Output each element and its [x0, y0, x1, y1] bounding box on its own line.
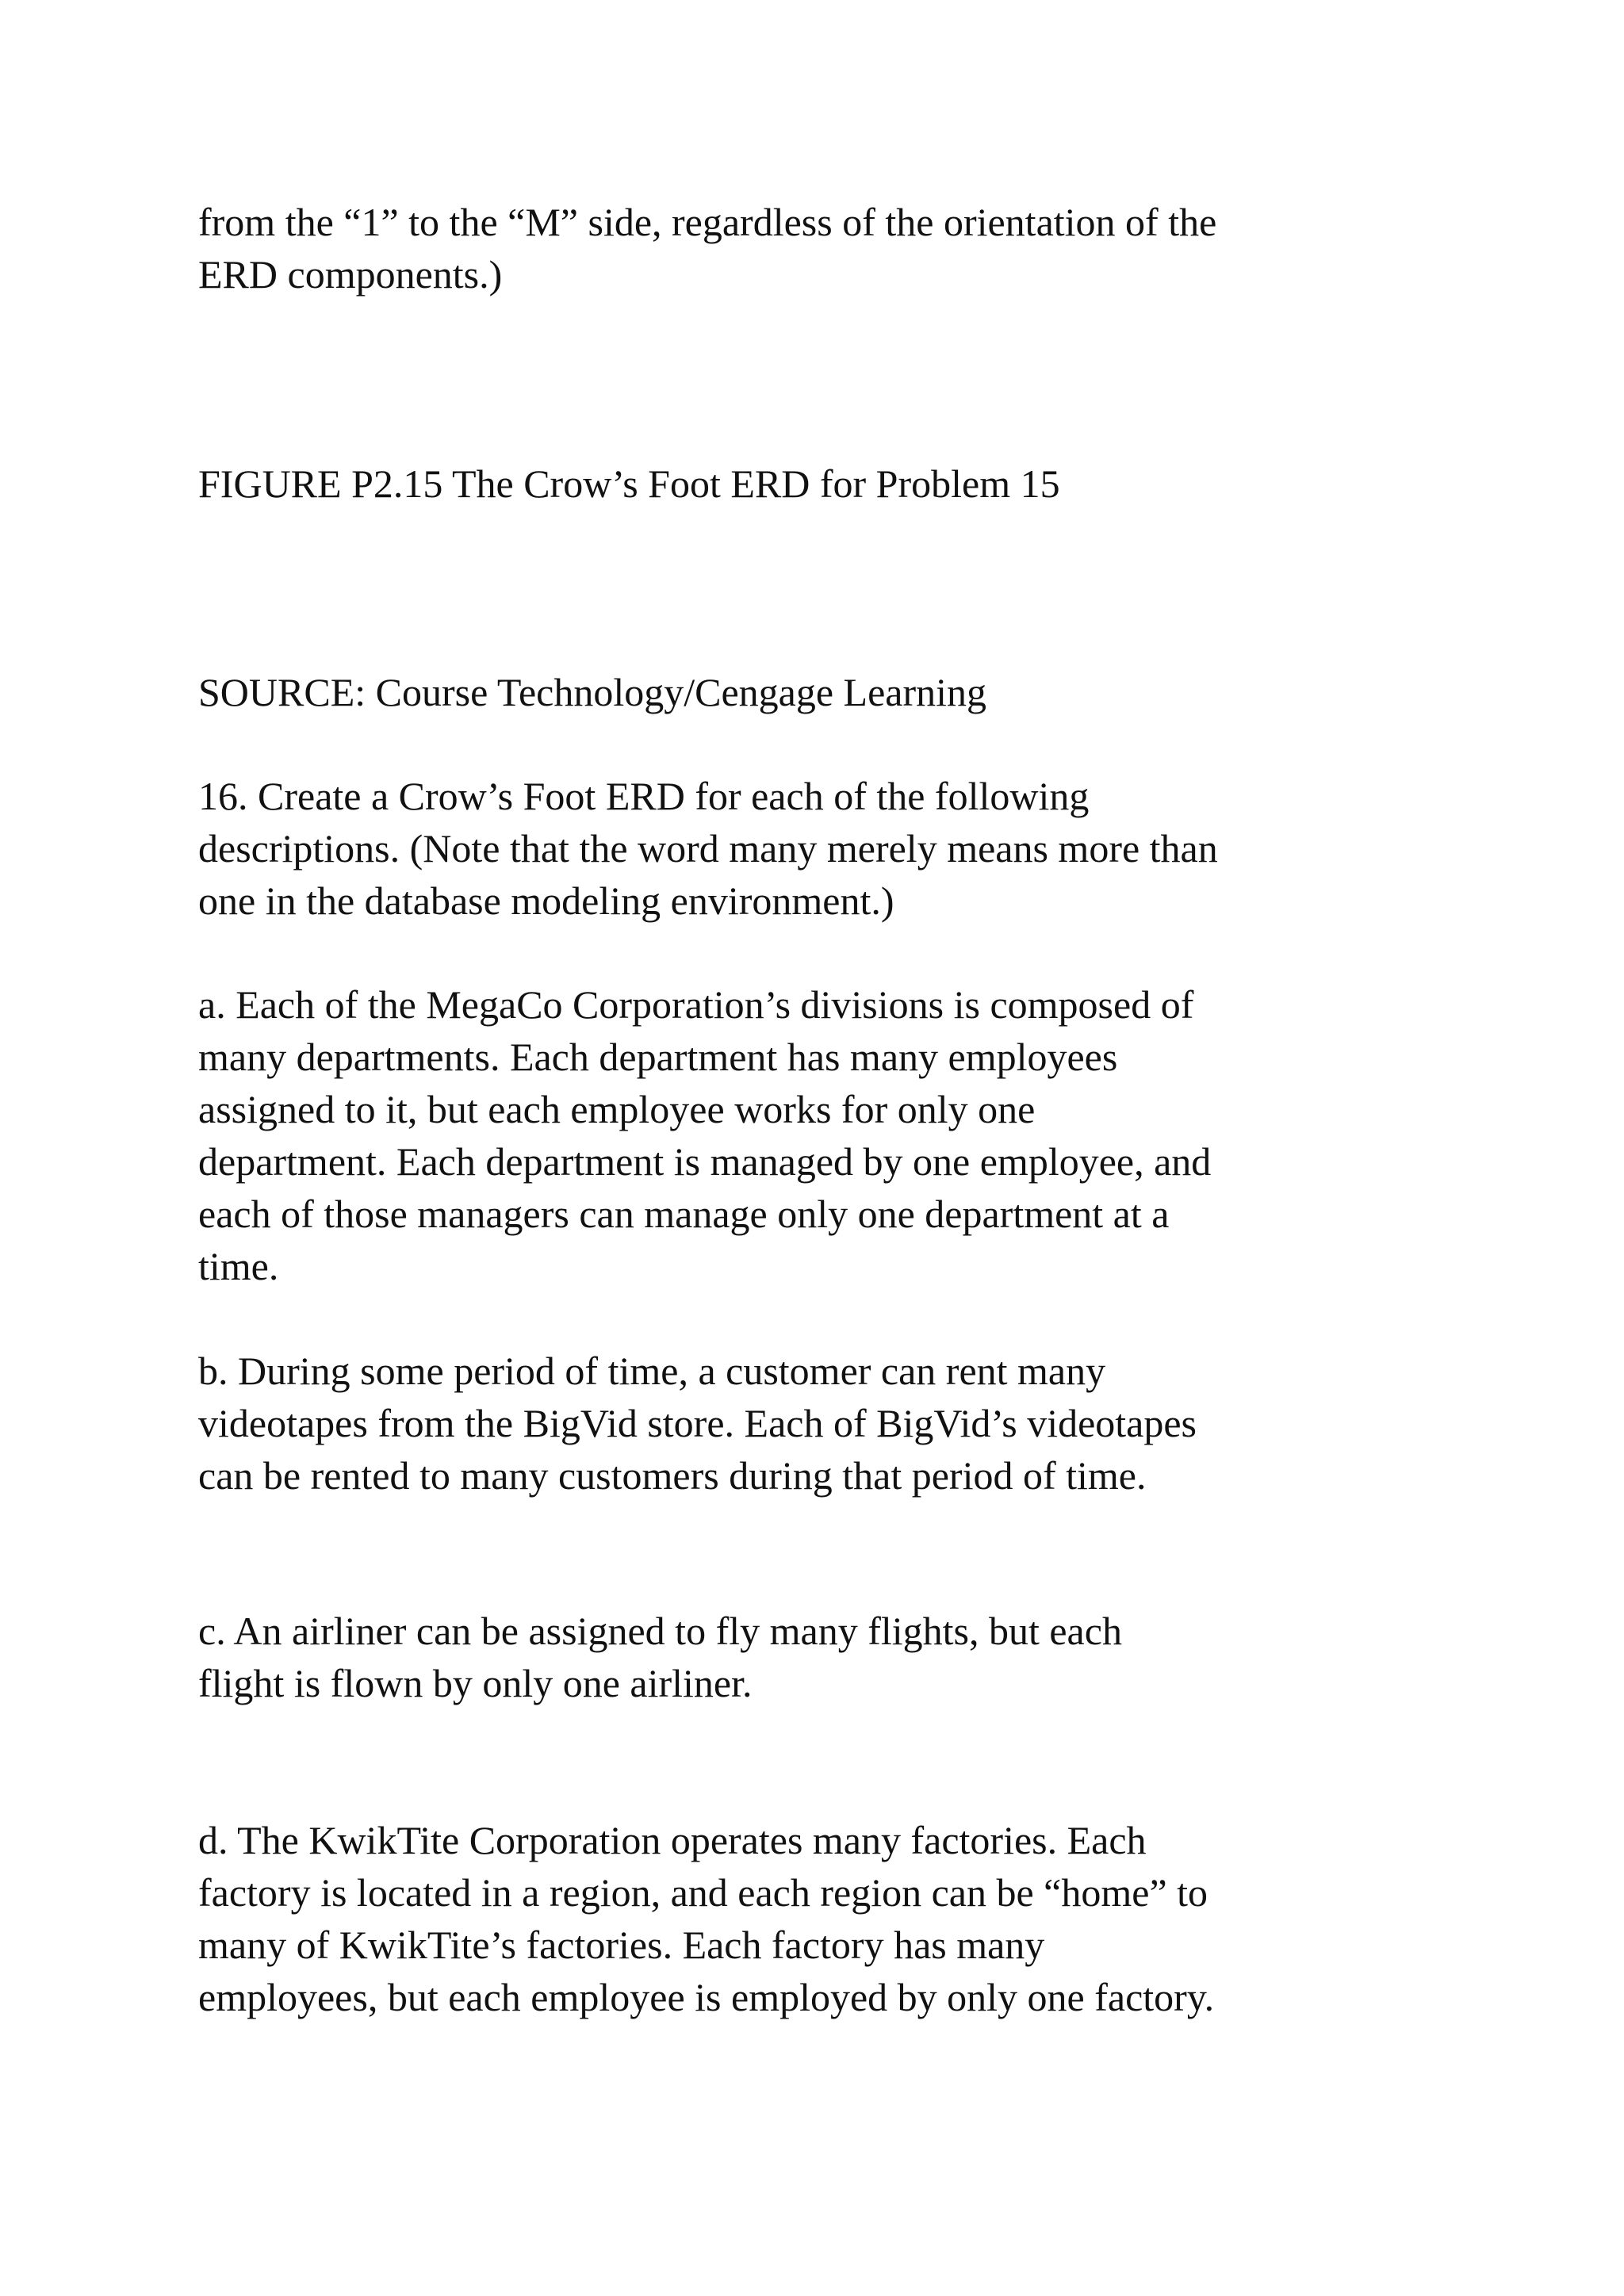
- text-line: many departments. Each department has many employees: [198, 1035, 1118, 1079]
- problem-16-paragraph: [198, 770, 1435, 927]
- text-line: descriptions. (Note that the word many merely means more than: [198, 826, 1218, 871]
- text-line: many of KwikTite’s factories. Each factory has many: [198, 1923, 1045, 1967]
- text-line: b. During some period of time, a customer can rent many: [198, 1349, 1106, 1393]
- text-line: c. An airliner can be assigned to fly many flights, but each: [198, 1609, 1122, 1653]
- text-line: SOURCE: Course Technology/Cengage Learning: [198, 670, 987, 714]
- text-line: flight is flown by only one airliner.: [198, 1661, 753, 1705]
- figure-caption: [198, 457, 1435, 510]
- text-line: one in the database modeling environment.): [198, 878, 894, 923]
- item-a-paragraph: [198, 978, 1435, 1292]
- text-line: ERD components.): [198, 252, 503, 297]
- text-line: assigned to it, but each employee works for only one: [198, 1087, 1036, 1131]
- figure-source: [198, 666, 1435, 718]
- text-line: videotapes from the BigVid store. Each of BigVid’s videotapes: [198, 1401, 1197, 1445]
- item-b-paragraph: [198, 1345, 1435, 1502]
- item-d-paragraph: [198, 1814, 1435, 2023]
- text-line: 16. Create a Crow’s Foot ERD for each of the following: [198, 774, 1090, 818]
- text-line: can be rented to many customers during that period of time.: [198, 1453, 1147, 1498]
- text-line: FIGURE P2.15 The Crow’s Foot ERD for Problem 15: [198, 461, 1060, 506]
- intro-paragraph: [198, 196, 1435, 300]
- text-line: a. Each of the MegaCo Corporation’s divisions is composed of: [198, 982, 1194, 1027]
- text-line: d. The KwikTite Corporation operates many factories. Each: [198, 1818, 1147, 1862]
- text-line: factory is located in a region, and each region can be “home” to: [198, 1870, 1208, 1915]
- text-line: time.: [198, 1244, 279, 1288]
- text-line: department. Each department is managed by one employee, and: [198, 1139, 1212, 1184]
- text-line: each of those managers can manage only one department at a: [198, 1192, 1170, 1236]
- text-line: from the “1” to the “M” side, regardless of the orientation of the: [198, 200, 1217, 244]
- item-c-paragraph: [198, 1605, 1435, 1709]
- text-line: employees, but each employee is employed by only one factory.: [198, 1975, 1215, 2019]
